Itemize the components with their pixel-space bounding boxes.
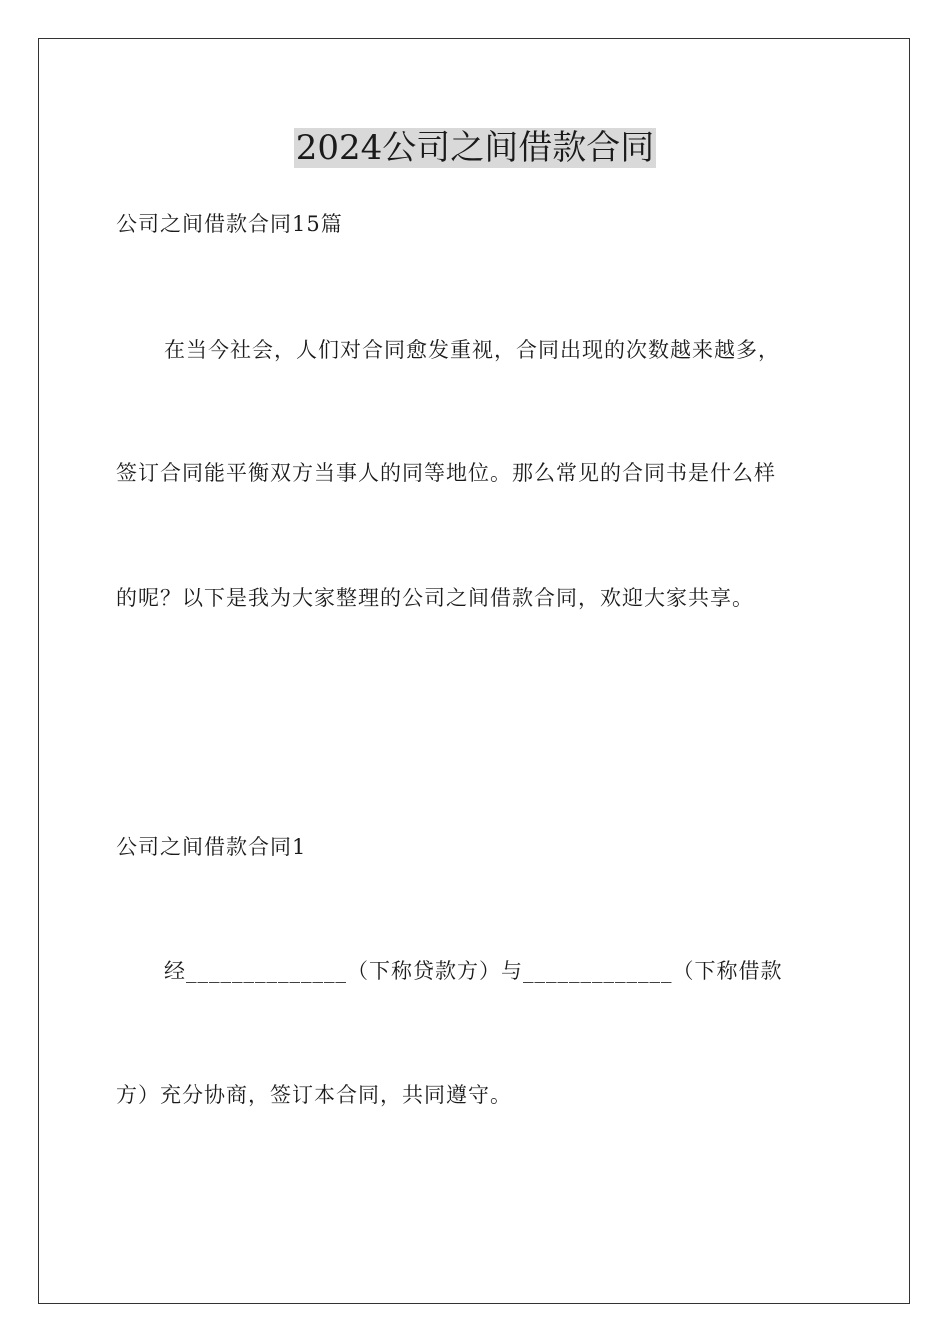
intro-paragraph-line-1: 在当今社会，人们对合同愈发重视，合同出现的次数越来越多， (164, 338, 780, 362)
document-title: 2024公司之间借款合同 (295, 128, 655, 168)
clause-line-2: 方）充分协商，签订本合同，共同遵守。 (116, 1083, 512, 1107)
clause-line-1: 经______________（下称贷款方）与_____________（下称借款 (164, 959, 783, 983)
title-container (0, 128, 950, 168)
document-subtitle: 公司之间借款合同15篇 (116, 212, 343, 236)
section-heading: 公司之间借款合同1 (116, 835, 307, 859)
intro-paragraph-line-2: 签订合同能平衡双方当事人的同等地位。那么常见的合同书是什么样 (116, 461, 776, 485)
intro-paragraph-line-3: 的呢？以下是我为大家整理的公司之间借款合同，欢迎大家共享。 (116, 586, 754, 610)
